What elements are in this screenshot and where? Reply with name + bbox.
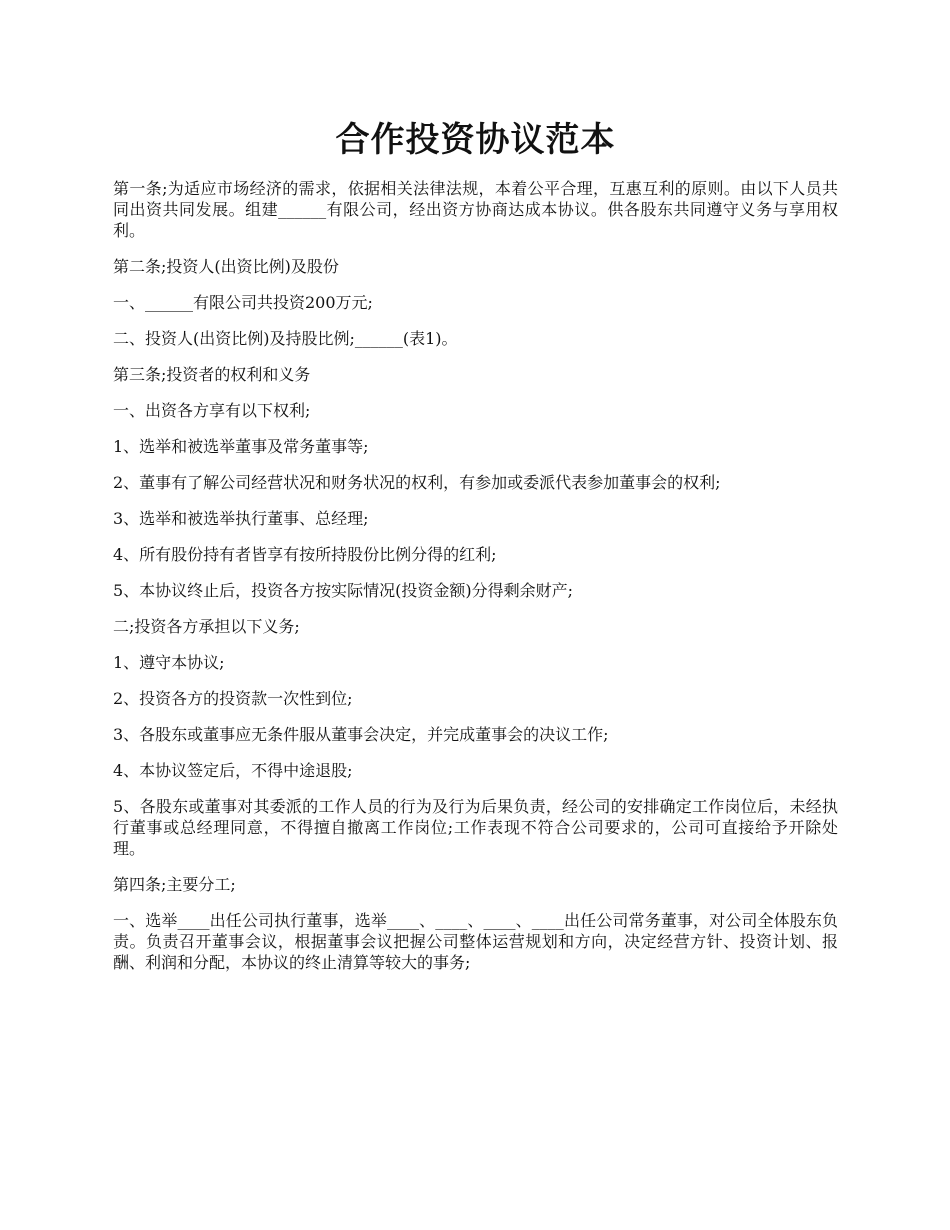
rights-item-4: 4、所有股份持有者皆享有按所持股份比例分得的红利; (113, 545, 497, 564)
rights-item-1: 1、选举和被选举董事及常务董事等; (113, 437, 369, 456)
article-4-heading: 第四条;主要分工; (113, 875, 236, 894)
rights-item-3: 3、选举和被选举执行董事、总经理; (113, 509, 369, 528)
article-2-heading: 第二条;投资人(出资比例)及股份 (113, 257, 339, 276)
obligations-item-4: 4、本协议签定后，不得中途退股; (113, 761, 353, 780)
document-page (113, 0, 838, 988)
rights-item-2: 2、董事有了解公司经营状况和财务状况的权利，有参加或委派代表参加董事会的权利; (113, 473, 721, 492)
obligations-item-5: 5、各股东或董事对其委派的工作人员的行为及行为后果负责，经公司的安排确定工作岗位后，未经执行董事或总经理同意，不得擅自撤离工作岗位;工作表现不符合公司要求的，公司可直接给予开除处理。 (113, 797, 838, 858)
rights-heading: 一、出资各方享有以下权利; (113, 401, 311, 420)
rights-item-5: 5、本协议终止后，投资各方按实际情况(投资金额)分得剩余财产; (113, 581, 574, 600)
article-2-item-1: 一、______有限公司共投资200万元; (113, 293, 373, 312)
article-4-item-1: 一、选举____出任公司执行董事，选举____、____、____、____出任公司常务董事，对公司全体股东负责。负责召开董事会议，根据董事会议把握公司整体运营规划和方向，决定经营方针、投资计划、报酬、利润和分配，本协议的终止清算等较大的事务; (113, 911, 838, 972)
article-3-heading: 第三条;投资者的权利和义务 (113, 365, 311, 384)
obligations-item-3: 3、各股东或董事应无条件服从董事会决定，并完成董事会的决议工作; (113, 725, 609, 744)
obligations-item-2: 2、投资各方的投资款一次性到位; (113, 689, 353, 708)
obligations-item-1: 1、遵守本协议; (113, 653, 225, 672)
document-body (113, 178, 838, 973)
article-1-paragraph: 第一条;为适应市场经济的需求，依据相关法律法规，本着公平合理，互惠互利的原则。由以下人员共同出资共同发展。组建______有限公司，经出资方协商达成本协议。供各股东共同遵守义务与享用权利。 (113, 179, 838, 240)
article-2-item-2: 二、投资人(出资比例)及持股比例;______(表1)。 (113, 329, 458, 348)
document-title: 合作投资协议范本 (335, 120, 616, 160)
obligations-heading: 二;投资各方承担以下义务; (113, 617, 300, 636)
